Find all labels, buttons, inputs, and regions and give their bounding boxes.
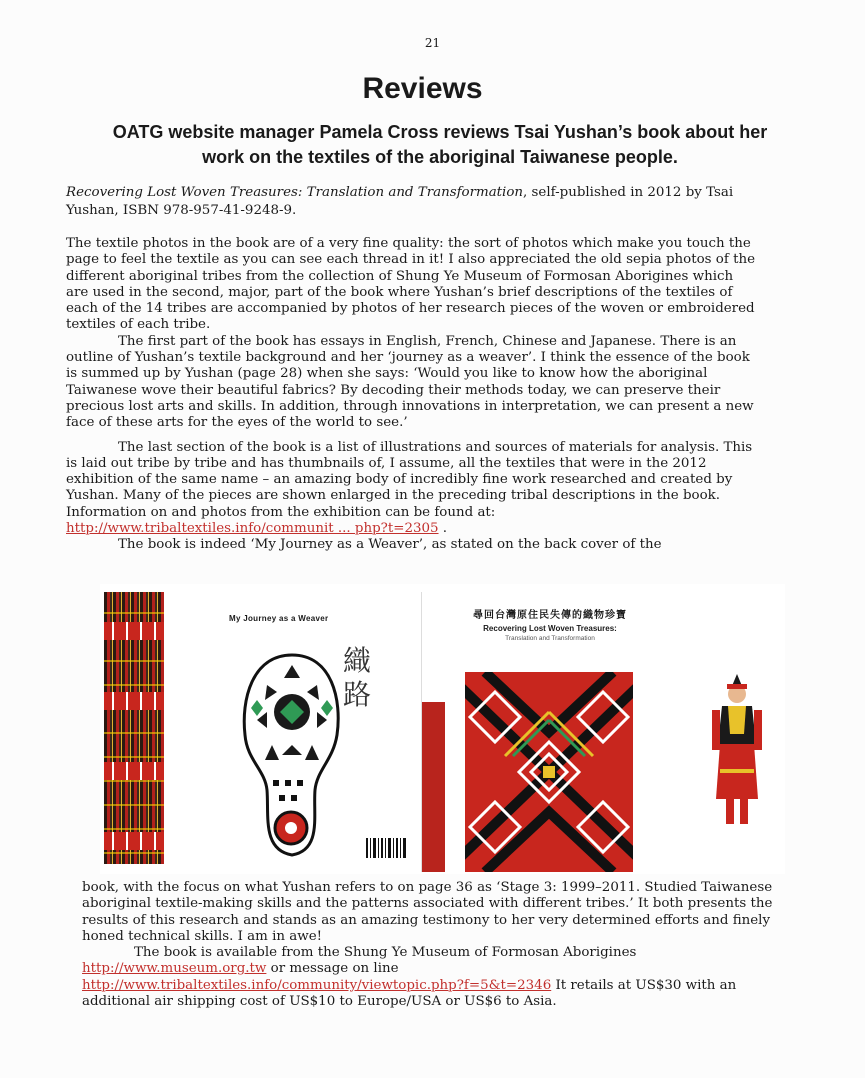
front-cover-cjk-title: 尋回台灣原住民失傳的織物珍寶 xyxy=(473,610,627,621)
paragraph-5-text-b: or message on line xyxy=(266,961,399,977)
page-number: 21 xyxy=(424,36,441,50)
front-cover-subtitle: Translation and Transformation xyxy=(505,635,595,642)
aboriginal-costume-figure-image xyxy=(690,674,785,864)
book-spine-image xyxy=(421,592,446,872)
front-cover-image xyxy=(445,592,655,872)
paragraph-1: The textile photos in the book are of a very fine quality: the sort of photos which make you touch the page to feel the textile as you can see each thread in it! I also appreciated the old sepia photos of the different aboriginal tribes from the collection of Shung Ye Museum of Formosan Aborigines which are used in the second, major, part of the book where Yushan’s brief descriptions of the textiles of each of the 14 tribes are accompanied by photos of her research pieces of the woven or embroidered textiles of each tribe. xyxy=(66,236,756,333)
barcode-icon xyxy=(365,837,409,859)
paragraph-3 xyxy=(66,440,758,538)
paragraph-5 xyxy=(82,945,782,1010)
book-title: Recovering Lost Woven Treasures: Translation and Transformation xyxy=(66,185,524,200)
diamond-textile-pattern-image xyxy=(465,672,633,872)
back-cover-cjk-title: 織路 xyxy=(343,644,372,711)
paragraph-4-start: The book is indeed ‘My Journey as a Weaver’, as stated on the back cover of the xyxy=(118,537,662,553)
review-body-top xyxy=(66,236,758,554)
paragraph-3-end: . xyxy=(438,521,448,537)
paragraph-4-continued: book, with the focus on what Yushan refers to on page 36 as ‘Stage 3: 1999–2011. Studied Taiwanese aboriginal textile-making skills and the patterns associated with different tribes.’ It both presents the results of this research and stands as an amazing testimony to her very determined efforts and finely honed technical skills. I am in awe! xyxy=(82,880,773,944)
back-cover-image xyxy=(193,592,421,872)
article-subtitle: OATG website manager Pamela Cross reviews Tsai Yushan’s book about her work on the textiles of the aboriginal Taiwanese people. xyxy=(112,122,768,167)
paragraph-3-text: The last section of the book is a list of illustrations and sources of materials for analysis. This is laid out tribe by tribe and has thumbnails of, I assume, all the textiles that were in the 2012 exhibition of the same name – an amazing body of incredibly fine work researched and created by Yushan. Many of the pieces are shown enlarged in the preceding tribal descriptions in the book. Information on and photos from the exhibition can be found at: xyxy=(66,439,753,520)
paragraph-5-text-a: The book is available from the Shung Ye Museum of Formosan Aborigines xyxy=(134,945,637,961)
forum-link[interactable]: http://www.tribaltextiles.info/community/viewtopic.php?f=5&t=2346 xyxy=(82,977,552,993)
page-title: Reviews xyxy=(362,72,483,105)
citation-details: , self-published in 2012 by Tsai Yushan, ISBN 978-957-41-9248-9. xyxy=(66,185,734,218)
review-body-bottom xyxy=(82,880,782,1010)
museum-link[interactable]: http://www.museum.org.tw xyxy=(82,961,267,977)
footprint-icon xyxy=(237,650,347,860)
front-cover-title: Recovering Lost Woven Treasures: xyxy=(483,624,617,633)
exhibition-link[interactable]: http://www.tribaltextiles.info/communit ... php?t=2305 xyxy=(66,521,439,537)
back-cover-title: My Journey as a Weaver xyxy=(229,614,329,623)
book-photo-figure xyxy=(100,584,785,874)
woven-textile-strip-image xyxy=(104,592,164,864)
book-citation xyxy=(66,184,746,220)
paragraph-2: The first part of the book has essays in English, French, Chinese and Japanese. There is an outline of Yushan’s textile background and her ‘journey as a weaver’. I think the essence of the book is summed up by Yushan (page 28) when she says: ‘Would you like to know how the aboriginal Taiwanese wove their beautiful fabrics? By decoding their methods today, we can preserve their precious lost arts and skills. In addition, through innovations in interpretation, we can present a new face of these arts for the eyes of the world to see.’ xyxy=(66,333,754,431)
paragraph-5-text-c: It retails at US$30 with an additional air shipping cost of US$10 to Europe/USA or US$6 to Asia. xyxy=(82,977,737,1010)
